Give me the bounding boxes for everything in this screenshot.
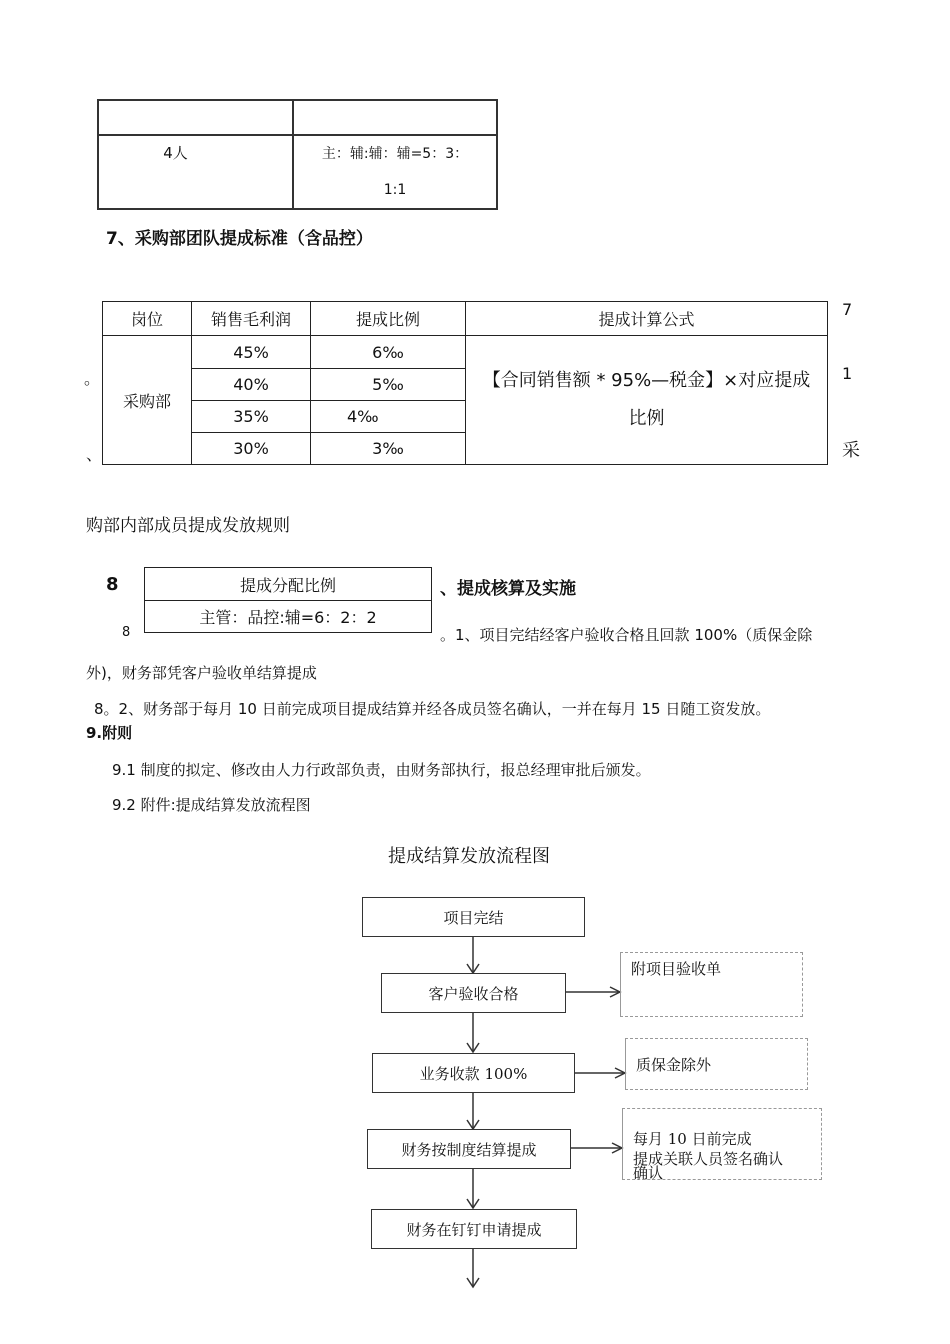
margin-1: 1 bbox=[842, 364, 853, 383]
table-cell: 45% bbox=[192, 336, 311, 369]
section-9-item-1: 9.1 制度的拟定、修改由人力行政部负责，由财务部执行，报总经理审批后颁发。 bbox=[112, 761, 651, 779]
flow-step-dingtalk-apply: 财务在钉钉申请提成 bbox=[371, 1209, 577, 1249]
section-9-heading: 9.附则 bbox=[86, 724, 133, 742]
flow-step-project-complete: 项目完结 bbox=[362, 897, 585, 937]
flow-note-acceptance-form: 附项目验收单 bbox=[620, 952, 803, 1017]
table-cell: 35% bbox=[192, 401, 311, 433]
note-line: 每月 10 日前完成 bbox=[633, 1130, 752, 1148]
formula-line-1: 【合同销售额 * 95%—税金】×对应提成 bbox=[482, 370, 811, 391]
table-cell: 4‰ bbox=[311, 401, 466, 433]
margin-comma: 、 bbox=[86, 445, 103, 464]
formula-line-2: 比例 bbox=[628, 408, 665, 429]
table-cell: 40% bbox=[192, 369, 311, 401]
margin-cai: 采 bbox=[842, 440, 860, 461]
margin-dot: 。 bbox=[84, 369, 101, 388]
section-8-item-2: 8。2、财务部于每月 10 日前完成项目提成结算并经各成员签名确认，一并在每月 15 日随工资发放。 bbox=[94, 700, 771, 718]
flow-step-settlement: 财务按制度结算提成 bbox=[367, 1129, 571, 1169]
table-cell: 6‰ bbox=[311, 336, 466, 369]
section-7-heading: 7、采购部团队提成标准（含品控） bbox=[106, 229, 373, 249]
note-line: 确认 bbox=[633, 1164, 664, 1182]
section-8-small-number: 8 bbox=[122, 625, 131, 640]
ratio-line-2: 1:1 bbox=[383, 182, 407, 198]
table-header: 提成分配比例 bbox=[145, 568, 432, 601]
table-header: 岗位 bbox=[103, 302, 192, 336]
section-9-item-2: 9.2 附件:提成结算发放流程图 bbox=[112, 796, 311, 814]
flow-note-monthly bbox=[622, 1108, 822, 1180]
note-line: 提成关联人员签名确认 bbox=[633, 1150, 784, 1168]
flow-note-warranty: 质保金除外 bbox=[625, 1038, 808, 1090]
table-header: 提成比例 bbox=[311, 302, 466, 336]
flowchart-title: 提成结算发放流程图 bbox=[388, 846, 550, 867]
table-cell: 主管：品控:辅=6：2：2 bbox=[145, 601, 432, 633]
ratio-line-1: 主：辅:辅：辅=5：3： bbox=[321, 146, 469, 162]
rule-paragraph: 购部内部成员提成发放规则 bbox=[86, 516, 290, 536]
table-cell: 3‰ bbox=[311, 433, 466, 465]
flow-step-acceptance: 客户验收合格 bbox=[381, 973, 566, 1013]
table-header: 销售毛利润 bbox=[192, 302, 311, 336]
table-cell: 5‰ bbox=[311, 369, 466, 401]
flow-step-payment: 业务收款 100% bbox=[372, 1053, 575, 1093]
section-8-number: 8 bbox=[106, 574, 119, 595]
section-8-heading: 、提成核算及实施 bbox=[440, 579, 576, 599]
member-count: 4人 bbox=[163, 144, 188, 162]
section-8-item-1b: 外)，财务部凭客户验收单结算提成 bbox=[86, 664, 317, 682]
margin-7: 7 bbox=[842, 300, 853, 319]
table-cell: 30% bbox=[192, 433, 311, 465]
section-8-item-1a: 。1、项目完结经客户验收合格且回款 100%（质保金除 bbox=[440, 626, 813, 644]
dept-cell: 采购部 bbox=[103, 336, 192, 465]
table-header: 提成计算公式 bbox=[466, 302, 828, 336]
